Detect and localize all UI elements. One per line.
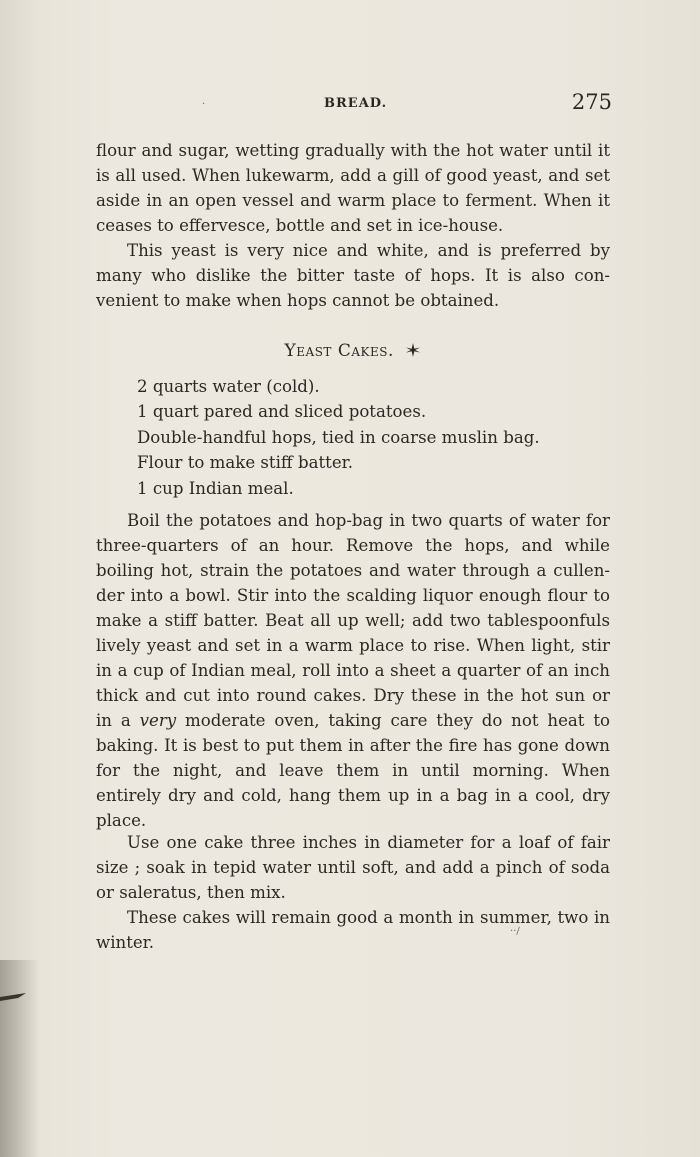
- paragraph-method: [96, 508, 610, 833]
- paragraph-yeast-note: This yeast is very nice and white, and is preferred by many who dislike the bitter taste of hops. It is also convenient to make when hops cannot be obtained.: [96, 241, 610, 310]
- method-text-end: moderate oven, taking care they do not heat to baking. It is best to put them in after the fire has gone down for the night, and leave them in until morning. When entirely dry and cold, hang them up in a bag in a cool, dry place.: [96, 711, 610, 830]
- page-number: 275: [571, 90, 612, 114]
- running-head-dot: .: [202, 96, 206, 107]
- ingredient-item: 1 quart pared and sliced potatoes.: [137, 402, 427, 422]
- recipe-title: Yeast Cakes.: [284, 341, 394, 361]
- ingredient-item: Flour to make stiff batter.: [137, 453, 354, 473]
- running-head: [96, 92, 612, 122]
- ingredient-item: 2 quarts water (cold).: [137, 377, 320, 396]
- ingredient-item: 1 cup Indian meal.: [137, 478, 294, 498]
- method-text-start: Boil the potatoes and hop-bag in two quarts of water for three-quarters of an hour. Remove the hops, and while boiling hot, strain the potatoes and water through a cullender into a bowl. Stir into the scalding liquor enough flour to make a stiff batter. Beat all up well; add two tablespoonfuls lively yeast and set in a warm place to rise. When light, stir in a cup of Indian meal, roll into a sheet a quarter of an inch thick and cut into round cakes. Dry these in the hot sun or in a: [96, 511, 610, 730]
- ingredient-list: [137, 374, 607, 501]
- paragraph-continued: flour and sugar, wetting gradually with the hot water until it is all used. When lukewarm, add a gill of good yeast, and set aside in an open vessel and warm place to ferment. When it ceases to effervesce, bottle and set in ice-house.: [96, 141, 610, 235]
- ingredient-item: Double-handful hops, tied in coarse muslin bag.: [137, 427, 540, 447]
- ink-speck: ‧‧∕: [510, 926, 520, 937]
- page-edge-mark: [0, 992, 28, 1002]
- recipe-heading: [96, 341, 610, 361]
- running-head-title: BREAD.: [324, 96, 388, 111]
- paragraph-keeping: These cakes will remain good a month in summer, two in winter.: [96, 908, 610, 952]
- page-edge-shadow: [0, 960, 40, 1157]
- paragraph-usage: Use one cake three inches in diameter for a loaf of fair size ; soak in tepid water until soft, and add a pinch of soda or saleratus, then mix.: [96, 833, 610, 902]
- method-emphasis: very: [139, 711, 177, 730]
- maltese-cross-icon: [405, 342, 421, 358]
